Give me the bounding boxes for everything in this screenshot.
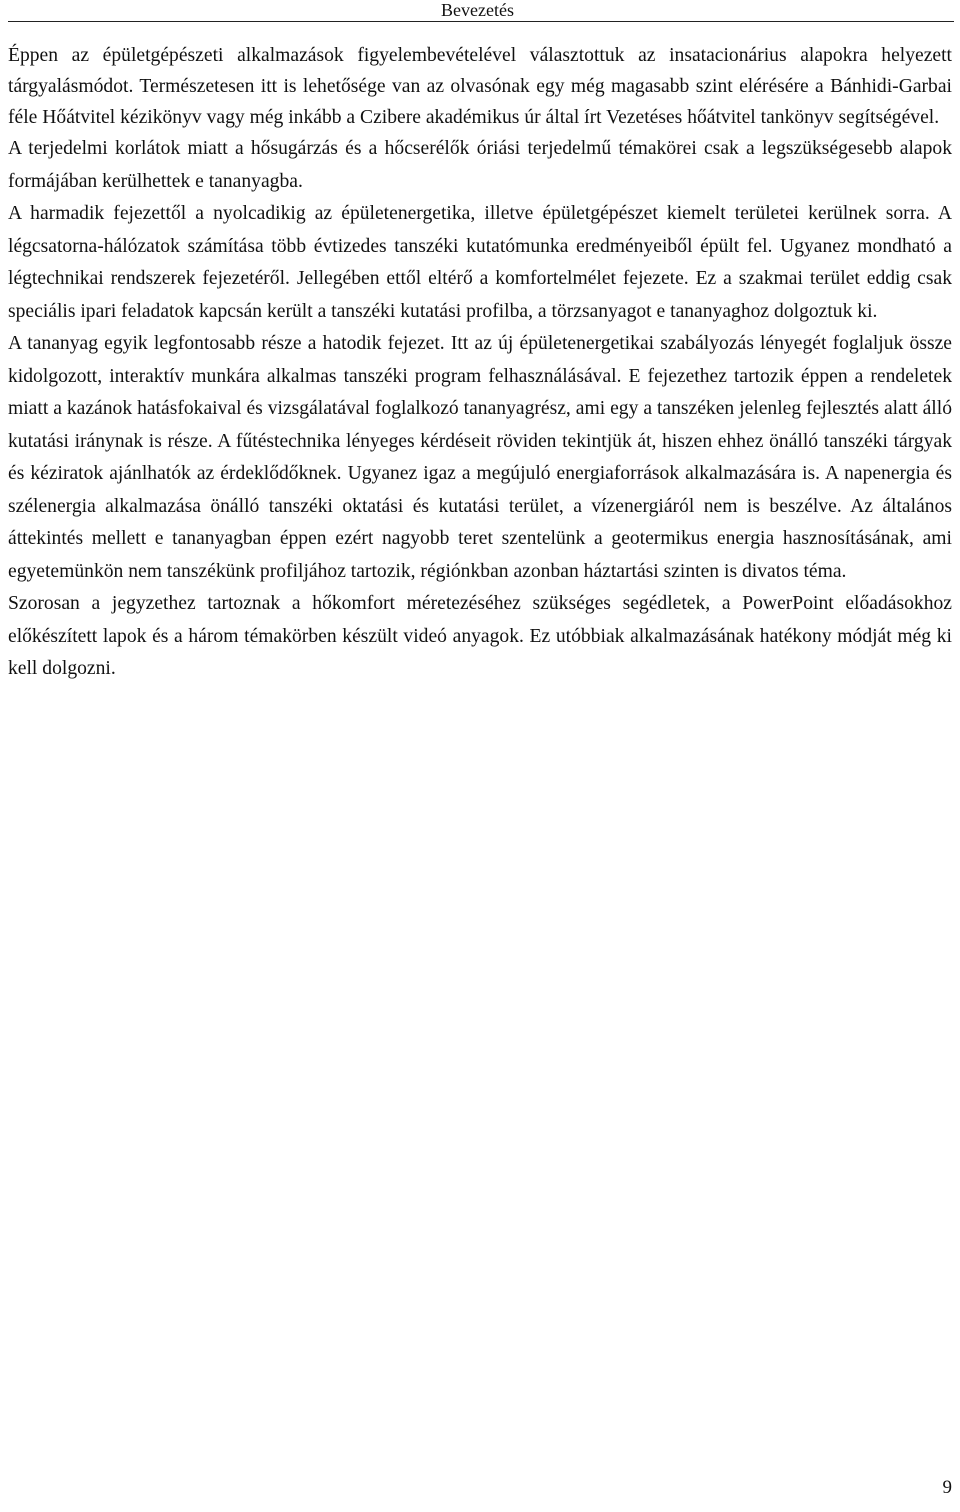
paragraph-2: A terjedelmi korlátok miatt a hősugárzás és a hőcserélők óriási terjedelmű témakörei csak a legszükségesebb alapok formájában kerülhettek e tananyagba. xyxy=(8,138,952,192)
paragraph-5: Szorosan a jegyzethez tartoznak a hőkomfort méretezéséhez szükséges segédletek, a PowerPoint előadásokhoz előkészített lapok és a három témakörben készült videó anyagok. Ez utóbbiak alkalmazásának hatékony módját még ki kell dolgozni. xyxy=(8,593,952,679)
page-number: 9 xyxy=(942,1477,952,1498)
running-header-title: Bevezetés xyxy=(441,0,514,20)
paragraph-3: A harmadik fejezettől a nyolcadikig az épületenergetika, illetve épületgépészet kiemelt területei kerülnek sorra. A légcsatorna-hálózatok számítása több évtizedes tanszéki kutatómunka eredményeiből épült fel. Ugyanez mondható a légtechnikai rendszerek fejezetéről. Jellegében ettől eltérő a komfortelmélet fejezete. Ez a szakmai terület eddig csak speciális ipari feladatok kapcsán került a tanszéki kutatási profilba, a törzsanyagot e tananyaghoz dolgoztuk ki. xyxy=(8,203,952,322)
body-text xyxy=(8,40,952,686)
paragraph-4: A tananyag egyik legfontosabb része a hatodik fejezet. Itt az új épületenergetikai szabályozás lényegét foglaljuk össze kidolgozott, interaktív munkára alkalmas tanszéki program felhasználásával. E fejezethez tartozik éppen a rendeletek miatt a kazánok hatásfokaival és vizsgálatával foglalkozó tananyagrész, ami egy a tanszéken jelenleg fejlesztés alatt álló kutatási iránynak is része. A fűtéstechnika lényeges kérdéseit röviden tekintjük át, hiszen ehhez önálló tanszéki tárgyak és kéziratok ajánlhatók az érdeklődőknek. Ugyanez igaz a megújuló energiaforrások alkalmazására is. A napenergia és szélenergia alkalmazása önálló tanszéki oktatási és kutatási terület, a vízenergiáról nem is beszélve. Az általános áttekintés mellett e tananyagban éppen ezért nagyobb teret szentelünk a geotermikus energia hasznosításának, ami egyetemünkön nem tanszékünk profiljához tartozik, régiónkban azonban háztartási szinten is divatos téma. xyxy=(8,333,952,582)
paragraph-1: Éppen az épületgépészeti alkalmazások figyelembevételével választottuk az insatacionárius alapokra helyezett tárgyalásmódot. Természetesen itt is lehetősége van az olvasónak egy még magasabb szint elérésére a Bánhidi-Garbai féle Hőátvitel kézikönyv vagy még inkább a Czibere akadémikus úr által írt Vezetéses hőátvitel tankönyv segítségével. xyxy=(8,45,952,128)
